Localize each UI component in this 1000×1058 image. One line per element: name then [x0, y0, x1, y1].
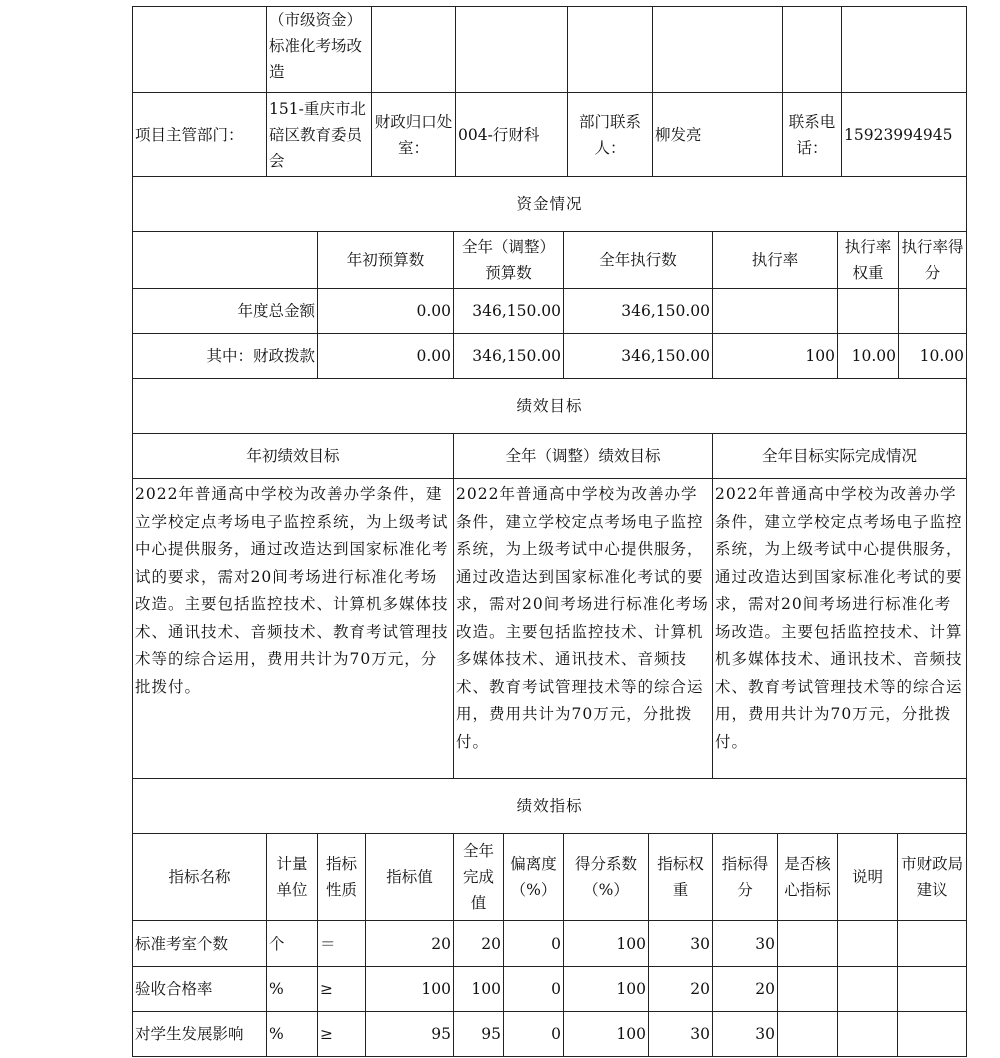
ind-coef: 100 — [564, 921, 649, 967]
ind-deviation: 0 — [504, 967, 564, 1012]
ind-header-done: 全年完成值 — [454, 834, 504, 921]
funds-row-executed: 346,150.00 — [564, 289, 713, 334]
goal-actual-text: 2022年普通高中学校为改善办学条件，建立学校定点考场电子监控系统，为上级考试中心提供服务，通过改造达到国家标准化考试的要求，需对20间考场进行标准化考场改造。主要包括监控技术、计算机多媒体技术、通讯技术、音频技术、教育考试管理技术等的综合运用，费用共计为70万元，分批拨付。 — [713, 479, 967, 779]
project-name-fragment: （市级资金）标准化考场改造 — [267, 7, 372, 93]
funds-row-executed: 346,150.00 — [564, 334, 713, 379]
indicators-section-title: 绩效指标 — [133, 779, 967, 834]
funds-row-weight: 10.00 — [838, 334, 899, 379]
ind-weight: 30 — [649, 921, 713, 967]
ind-unit: % — [267, 1012, 318, 1057]
ind-header-deviation: 偏离度（%） — [504, 834, 564, 921]
ind-done: 100 — [454, 967, 504, 1012]
ind-header-target: 指标值 — [366, 834, 454, 921]
funds-row-weight — [838, 289, 899, 334]
goals-header-adjusted: 全年（调整）绩效目标 — [454, 434, 713, 479]
ind-target: 100 — [366, 967, 454, 1012]
goals-table — [132, 378, 967, 779]
ind-target: 95 — [366, 1012, 454, 1057]
ind-coef: 100 — [564, 967, 649, 1012]
project-info-table — [132, 6, 967, 177]
goals-header-initial: 年初绩效目标 — [133, 434, 454, 479]
funds-row-rate: 100 — [713, 334, 838, 379]
goal-initial-text: 2022年普通高中学校为改善办学条件，建立学校定点考场电子监控系统，为上级考试中心提供服务，通过改造达到国家标准化考试的要求，需对20间考场进行标准化考场改造。主要包括监控技术、计算机多媒体技术、通讯技术、音频技术、教育考试管理技术等的综合运用，费用共计为70万元，分批拨付。 — [133, 479, 454, 779]
funds-row-adjusted: 346,150.00 — [454, 289, 564, 334]
ind-header-nature: 指标性质 — [318, 834, 366, 921]
phone-label: 联系电话： — [783, 93, 842, 177]
ind-nature: ＝ — [318, 921, 366, 967]
contact-label: 部门联系人： — [568, 93, 653, 177]
ind-core — [778, 921, 838, 967]
contact-value: 柳发亮 — [653, 93, 783, 177]
funds-row-initial: 0.00 — [318, 334, 454, 379]
ind-core — [778, 967, 838, 1012]
performance-evaluation-form — [132, 6, 966, 1056]
ind-header-score: 指标得分 — [713, 834, 778, 921]
ind-core — [778, 1012, 838, 1057]
finance-office-value: 004-行财科 — [456, 93, 568, 177]
ind-header-coef: 得分系数（%） — [564, 834, 649, 921]
ind-note — [838, 1012, 898, 1057]
ind-header-unit: 计量单位 — [267, 834, 318, 921]
ind-header-note: 说明 — [838, 834, 898, 921]
ind-deviation: 0 — [504, 1012, 564, 1057]
ind-header-weight: 指标权重 — [649, 834, 713, 921]
funds-row-rate — [713, 289, 838, 334]
ind-advice — [898, 967, 967, 1012]
ind-coef: 100 — [564, 1012, 649, 1057]
funds-row-initial: 0.00 — [318, 289, 454, 334]
funds-row-score: 10.00 — [899, 334, 967, 379]
ind-score: 30 — [713, 1012, 778, 1057]
ind-score: 30 — [713, 921, 778, 967]
ind-advice — [898, 921, 967, 967]
ind-note — [838, 967, 898, 1012]
ind-score: 20 — [713, 967, 778, 1012]
ind-note — [838, 921, 898, 967]
funds-row-adjusted: 346,150.00 — [454, 334, 564, 379]
ind-name: 验收合格率 — [133, 967, 267, 1012]
indicator-row — [133, 1012, 967, 1057]
funds-row — [133, 334, 967, 379]
indicator-row — [133, 967, 967, 1012]
ind-done: 20 — [454, 921, 504, 967]
goals-header-actual: 全年目标实际完成情况 — [713, 434, 967, 479]
funds-header-rate: 执行率 — [713, 232, 838, 289]
indicator-row — [133, 921, 967, 967]
ind-header-advice: 市财政局建议 — [898, 834, 967, 921]
funds-header-adjusted: 全年（调整）预算数 — [454, 232, 564, 289]
ind-target: 20 — [366, 921, 454, 967]
ind-weight: 20 — [649, 967, 713, 1012]
funds-section-title: 资金情况 — [133, 177, 967, 232]
ind-header-name: 指标名称 — [133, 834, 267, 921]
ind-name: 对学生发展影响 — [133, 1012, 267, 1057]
dept-label: 项目主管部门： — [133, 93, 267, 177]
funds-row — [133, 289, 967, 334]
funds-row-label: 年度总金额 — [133, 289, 318, 334]
ind-name: 标准考室个数 — [133, 921, 267, 967]
ind-header-core: 是否核心指标 — [778, 834, 838, 921]
funds-header-initial: 年初预算数 — [318, 232, 454, 289]
ind-nature: ≥ — [318, 1012, 366, 1057]
phone-value: 15923994945 — [842, 93, 967, 177]
funds-header-executed: 全年执行数 — [564, 232, 713, 289]
finance-office-label: 财政归口处室： — [372, 93, 456, 177]
ind-nature: ≥ — [318, 967, 366, 1012]
funds-row-label: 其中：财政拨款 — [133, 334, 318, 379]
ind-deviation: 0 — [504, 921, 564, 967]
ind-advice — [898, 1012, 967, 1057]
ind-unit: 个 — [267, 921, 318, 967]
funds-row-score — [899, 289, 967, 334]
ind-done: 95 — [454, 1012, 504, 1057]
goal-adjusted-text: 2022年普通高中学校为改善办学条件，建立学校定点考场电子监控系统，为上级考试中心提供服务，通过改造达到国家标准化考试的要求，需对20间考场进行标准化考场改造。主要包括监控技术、计算机多媒体技术、通讯技术、音频技术、教育考试管理技术等的综合运用，费用共计为70万元，分批拨付。 — [454, 479, 713, 779]
indicators-table — [132, 778, 967, 1057]
funds-table — [132, 176, 967, 379]
funds-header-weight: 执行率权重 — [838, 232, 899, 289]
funds-header-score: 执行率得分 — [899, 232, 967, 289]
ind-weight: 30 — [649, 1012, 713, 1057]
ind-unit: % — [267, 967, 318, 1012]
goals-section-title: 绩效目标 — [133, 379, 967, 434]
dept-value: 151-重庆市北碚区教育委员会 — [267, 93, 372, 177]
